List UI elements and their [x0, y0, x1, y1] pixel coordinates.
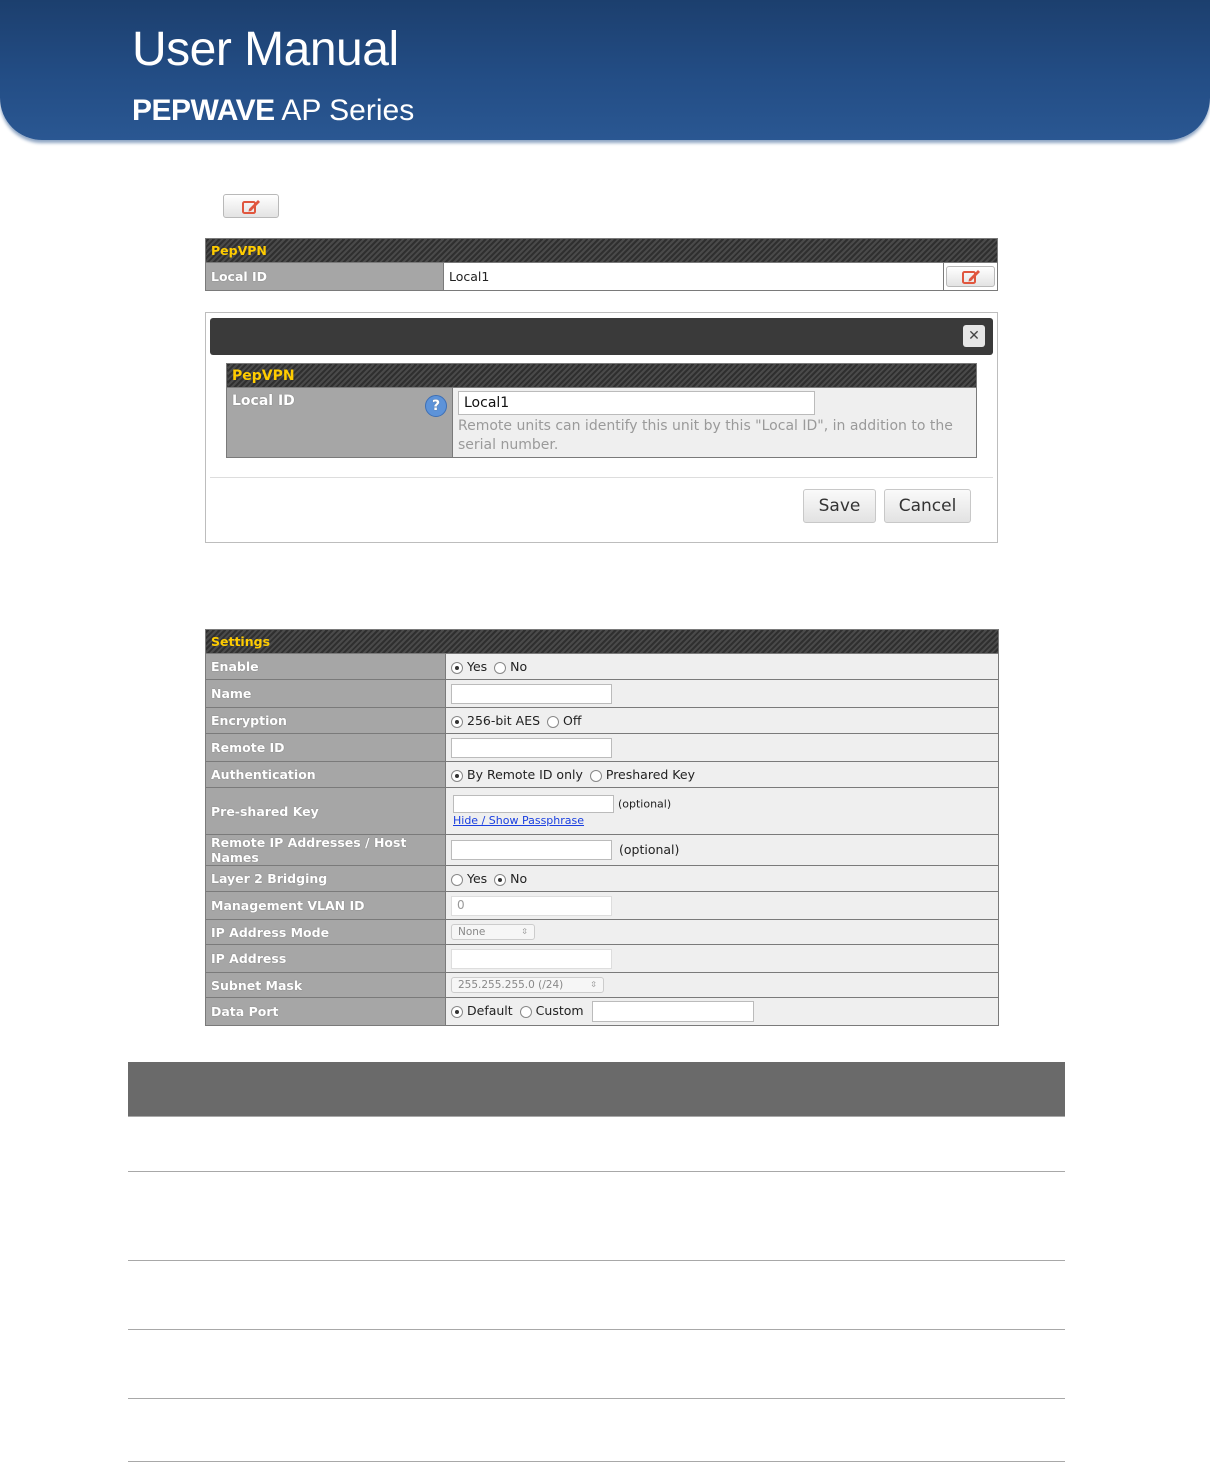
data-port-default-label: Default	[467, 1003, 513, 1018]
ip-address-label: IP Address	[206, 945, 446, 973]
encryption-aes-radio[interactable]	[451, 716, 463, 728]
enable-no-radio[interactable]	[494, 662, 506, 674]
pre-shared-key-input[interactable]	[453, 795, 614, 813]
table-row	[128, 1172, 1065, 1261]
series-name: AP Series	[281, 94, 415, 127]
local-id-hint: Remote units can identify this unit by this "Local ID", in addition to the serial number.	[458, 418, 953, 453]
local-id-label: Local ID	[206, 263, 444, 291]
close-icon[interactable]: ✕	[963, 325, 985, 347]
auth-remote-id-radio[interactable]	[451, 770, 463, 782]
layer2-no-radio[interactable]	[494, 874, 506, 886]
settings-table	[205, 629, 999, 1026]
layer2-yes-radio[interactable]	[451, 874, 463, 886]
authentication-radio-group	[446, 762, 999, 788]
data-port-label: Data Port	[206, 998, 446, 1026]
pepvpn-summary-table	[205, 238, 998, 291]
subnet-mask-label: Subnet Mask	[206, 973, 446, 998]
auth-remote-id-label: By Remote ID only	[467, 767, 583, 782]
enable-no-label: No	[510, 659, 528, 674]
layer2-no-label: No	[510, 871, 528, 886]
data-port-custom-label: Custom	[535, 1003, 584, 1018]
remote-ip-label: Remote IP Addresses / Host Names	[206, 835, 446, 866]
dialog-form-table	[226, 363, 977, 458]
remote-ip-input[interactable]	[451, 840, 612, 860]
description-table	[128, 1062, 1065, 1462]
mgmt-vlan-label: Management VLAN ID	[206, 892, 446, 920]
ip-address-mode-value: None	[458, 926, 486, 939]
edit-button[interactable]	[223, 194, 279, 218]
data-port-radio-group	[446, 998, 999, 1026]
pepvpn-section-title: PepVPN	[206, 239, 998, 263]
remote-id-input[interactable]	[451, 738, 612, 758]
local-id-value: Local1	[444, 263, 944, 291]
pre-shared-key-label: Pre-shared Key	[206, 788, 446, 835]
edit-icon	[961, 268, 981, 285]
encryption-radio-group	[446, 708, 999, 734]
dialog-local-id-label: Local ID	[232, 393, 295, 409]
layer2-yes-label: Yes	[467, 871, 488, 886]
name-label: Name	[206, 680, 446, 708]
table-row	[128, 1117, 1065, 1172]
data-port-custom-input[interactable]	[592, 1001, 754, 1022]
table-row	[128, 1261, 1065, 1330]
enable-radio-group	[446, 654, 999, 680]
layer2-bridging-label: Layer 2 Bridging	[206, 866, 446, 892]
enable-label: Enable	[206, 654, 446, 680]
remote-id-label: Remote ID	[206, 734, 446, 762]
remote-ip-optional: (optional)	[618, 841, 680, 857]
data-port-custom-radio[interactable]	[520, 1006, 532, 1018]
dialog-section-title: PepVPN	[227, 364, 977, 388]
encryption-label: Encryption	[206, 708, 446, 734]
enable-yes-label: Yes	[467, 659, 488, 674]
auth-preshared-label: Preshared Key	[605, 767, 695, 782]
description-table-header	[128, 1062, 1065, 1117]
auth-preshared-radio[interactable]	[590, 770, 602, 782]
enable-yes-radio[interactable]	[451, 662, 463, 674]
encryption-off-radio[interactable]	[547, 716, 559, 728]
ip-address-mode-label: IP Address Mode	[206, 920, 446, 945]
cancel-button[interactable]: Cancel	[884, 489, 971, 523]
dialog-divider	[210, 477, 993, 478]
subnet-mask-select[interactable]	[451, 977, 604, 993]
ip-address-mode-select[interactable]	[451, 924, 535, 940]
header-banner	[0, 0, 1210, 140]
hide-show-passphrase-link[interactable]: Hide / Show Passphrase	[453, 813, 585, 827]
layer2-radio-group	[446, 866, 999, 892]
manual-subtitle	[132, 94, 414, 128]
settings-section-title: Settings	[206, 630, 999, 654]
edit-local-id-dialog	[205, 312, 998, 543]
edit-icon	[241, 198, 261, 215]
data-port-default-radio[interactable]	[451, 1006, 463, 1018]
name-input[interactable]	[451, 684, 612, 704]
select-arrows-icon: ⇳	[590, 980, 597, 990]
authentication-label: Authentication	[206, 762, 446, 788]
ip-address-input[interactable]	[451, 949, 612, 969]
subnet-mask-value: 255.255.255.0 (/24)	[458, 979, 564, 992]
table-row	[128, 1330, 1065, 1399]
mgmt-vlan-input[interactable]: 0	[451, 896, 612, 916]
pre-shared-key-optional: (optional)	[617, 797, 672, 810]
brand-name: PEPWAVE	[132, 94, 275, 127]
manual-title: User Manual	[132, 23, 399, 76]
select-arrows-icon: ⇳	[521, 927, 528, 937]
local-id-input[interactable]: Local1	[458, 391, 815, 415]
encryption-aes-label: 256-bit AES	[467, 713, 541, 728]
local-id-edit-button[interactable]	[946, 266, 995, 287]
save-button[interactable]: Save	[803, 489, 876, 523]
help-icon[interactable]: ?	[425, 395, 447, 417]
dialog-title-bar	[210, 318, 993, 355]
table-row	[128, 1399, 1065, 1462]
encryption-off-label: Off	[563, 713, 582, 728]
